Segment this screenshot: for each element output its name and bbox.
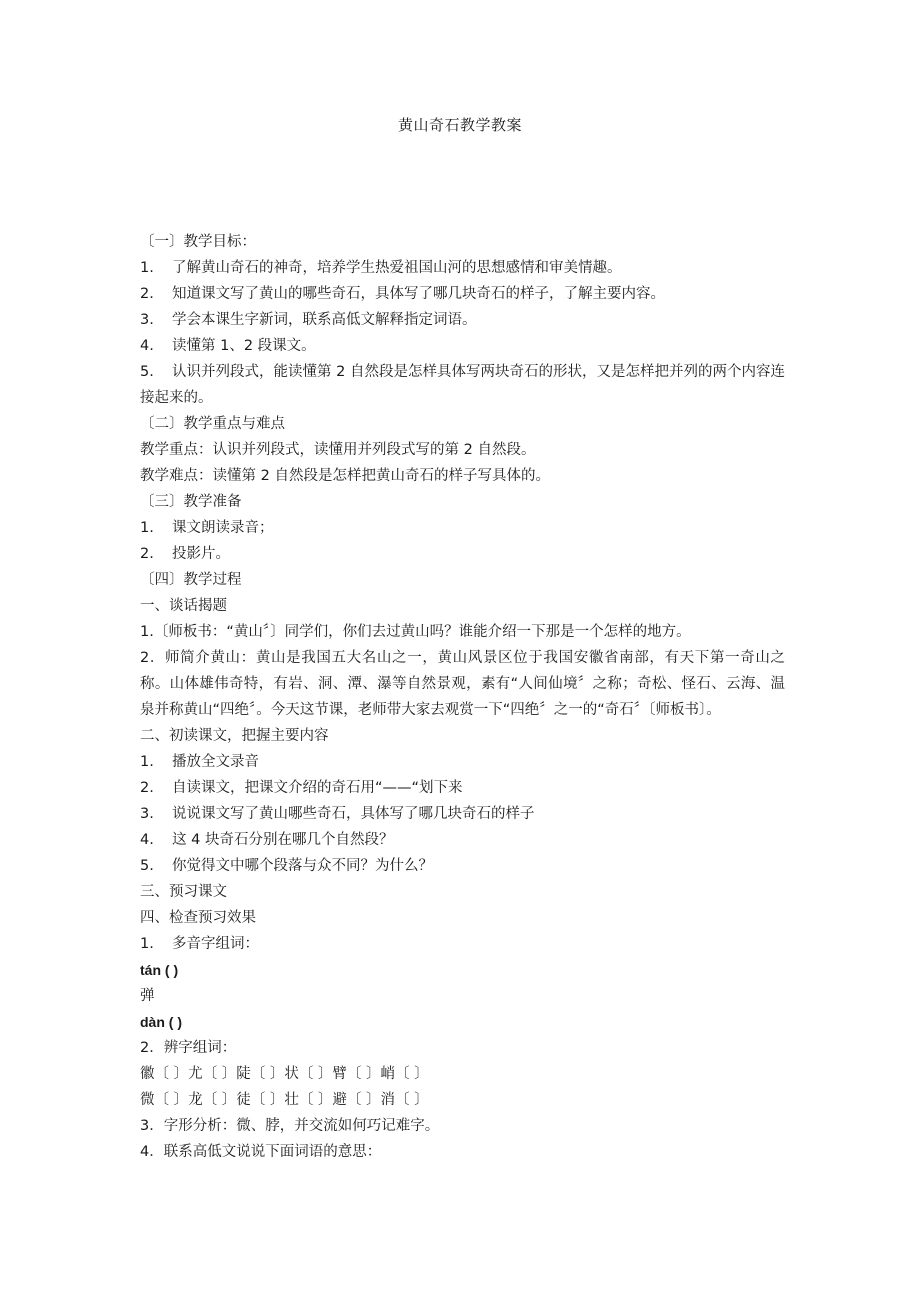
item-text: 多音字组词： (172, 936, 259, 952)
objective-item (140, 307, 785, 333)
section-heading-objectives: 〔一〕教学目标： (140, 234, 256, 250)
item-number: 2. (140, 286, 154, 302)
word-fill-row: 微〔 〕龙〔 〕徒〔 〕壮〔 〕避〔 〕消〔 〕 (140, 1092, 429, 1108)
polyphone-character: 弹 (140, 988, 155, 1004)
item-text: 你觉得文中哪个段落与众不同？为什么？ (172, 858, 433, 874)
pinyin-line: tán ( ) (140, 962, 179, 978)
item-number: 4. (140, 338, 154, 354)
item-text: 说说课文写了黄山哪些奇石，具体写了哪几块奇石的样子 (172, 806, 535, 822)
key-point-text: 教学重点：认识并列段式，读懂用并列段式写的第 2 自然段。 (140, 442, 536, 458)
item-number: 2. (140, 780, 154, 796)
item-text: 了解黄山奇石的神奇，培养学生热爱祖国山河的思想感情和审美情趣。 (172, 260, 622, 276)
reading-item (140, 749, 785, 775)
subsection-heading: 一、谈话揭题 (140, 598, 227, 614)
item-number: 1. (140, 520, 154, 536)
item-number: 1. (140, 260, 154, 276)
preparation-item (140, 541, 785, 567)
item-text: 知道课文写了黄山的哪些奇石，具体写了哪几块奇石的样子，了解主要内容。 (172, 286, 665, 302)
subsection-heading: 四、检查预习效果 (140, 910, 256, 926)
item-number: 2. (140, 546, 154, 562)
item-text: 播放全文录音 (172, 754, 259, 770)
pinyin-line: dàn ( ) (140, 1014, 182, 1030)
item-text: 这 4 块奇石分别在哪几个自然段？ (172, 832, 394, 848)
item-number: 5. (140, 364, 154, 380)
subsection-heading: 二、初读课文，把握主要内容 (140, 728, 329, 744)
item-number: 1. (140, 754, 154, 770)
item-text: 自读课文，把课文介绍的奇石用“——“划下来 (172, 780, 463, 796)
check-item: 3．字形分析：微、脖，并交流如何巧记难字。 (140, 1118, 440, 1134)
section-heading-key-points: 〔二〕教学重点与难点 (140, 416, 285, 432)
item-text: 认识并列段式，能读懂第 2 自然段是怎样具体写两块奇石的形状，又是怎样把并列的两个内容连接起来的。 (140, 364, 785, 406)
process-item: 2．师简介黄山：黄山是我国五大名山之一，黄山风景区位于我国安徽省南部，有天下第一奇山之称。山体雄伟奇特，有岩、洞、潭、瀑等自然景观，素有“人间仙境〞之称；奇松、怪石、云海、温泉并称黄山“四绝〞。今天这节课，老师带大家去观赏一下“四绝〞之一的“奇石〞〔师板书〕。 (140, 650, 785, 718)
objective-item (140, 333, 785, 359)
check-item: 2．辨字组词： (140, 1040, 237, 1056)
reading-item (140, 775, 785, 801)
item-number: 5. (140, 858, 154, 874)
preparation-item (140, 515, 785, 541)
check-item (140, 931, 785, 957)
item-text: 学会本课生字新词，联系高低文解释指定词语。 (172, 312, 477, 328)
item-number: 1. (140, 936, 154, 952)
item-text: 课文朗读录音； (172, 520, 274, 536)
section-heading-process: 〔四〕教学过程 (140, 572, 242, 588)
objective-item (140, 281, 785, 307)
section-heading-preparation: 〔三〕教学准备 (140, 494, 242, 510)
item-number: 3. (140, 312, 154, 328)
difficult-point-text: 教学难点：读懂第 2 自然段是怎样把黄山奇石的样子写具体的。 (140, 468, 550, 484)
document-title: 黄山奇石教学教案 (397, 116, 522, 134)
objective-item (140, 359, 785, 411)
word-fill-row: 徽〔 〕尤〔 〕陡〔 〕状〔 〕臂〔 〕峭〔 〕 (140, 1066, 429, 1082)
check-item: 4．联系高低文说说下面词语的意思： (140, 1144, 382, 1160)
document-body (140, 229, 785, 1165)
item-text: 投影片。 (172, 546, 230, 562)
process-item: 1.〔师板书：“黄山〞〕同学们，你们去过黄山吗？谁能介绍一下那是一个怎样的地方。 (140, 624, 691, 640)
objective-item (140, 255, 785, 281)
item-text: 读懂第 1、2 段课文。 (172, 338, 316, 354)
reading-item (140, 853, 785, 879)
item-number: 4. (140, 832, 154, 848)
reading-item (140, 827, 785, 853)
subsection-heading: 三、预习课文 (140, 884, 227, 900)
item-number: 3. (140, 806, 154, 822)
reading-item (140, 801, 785, 827)
